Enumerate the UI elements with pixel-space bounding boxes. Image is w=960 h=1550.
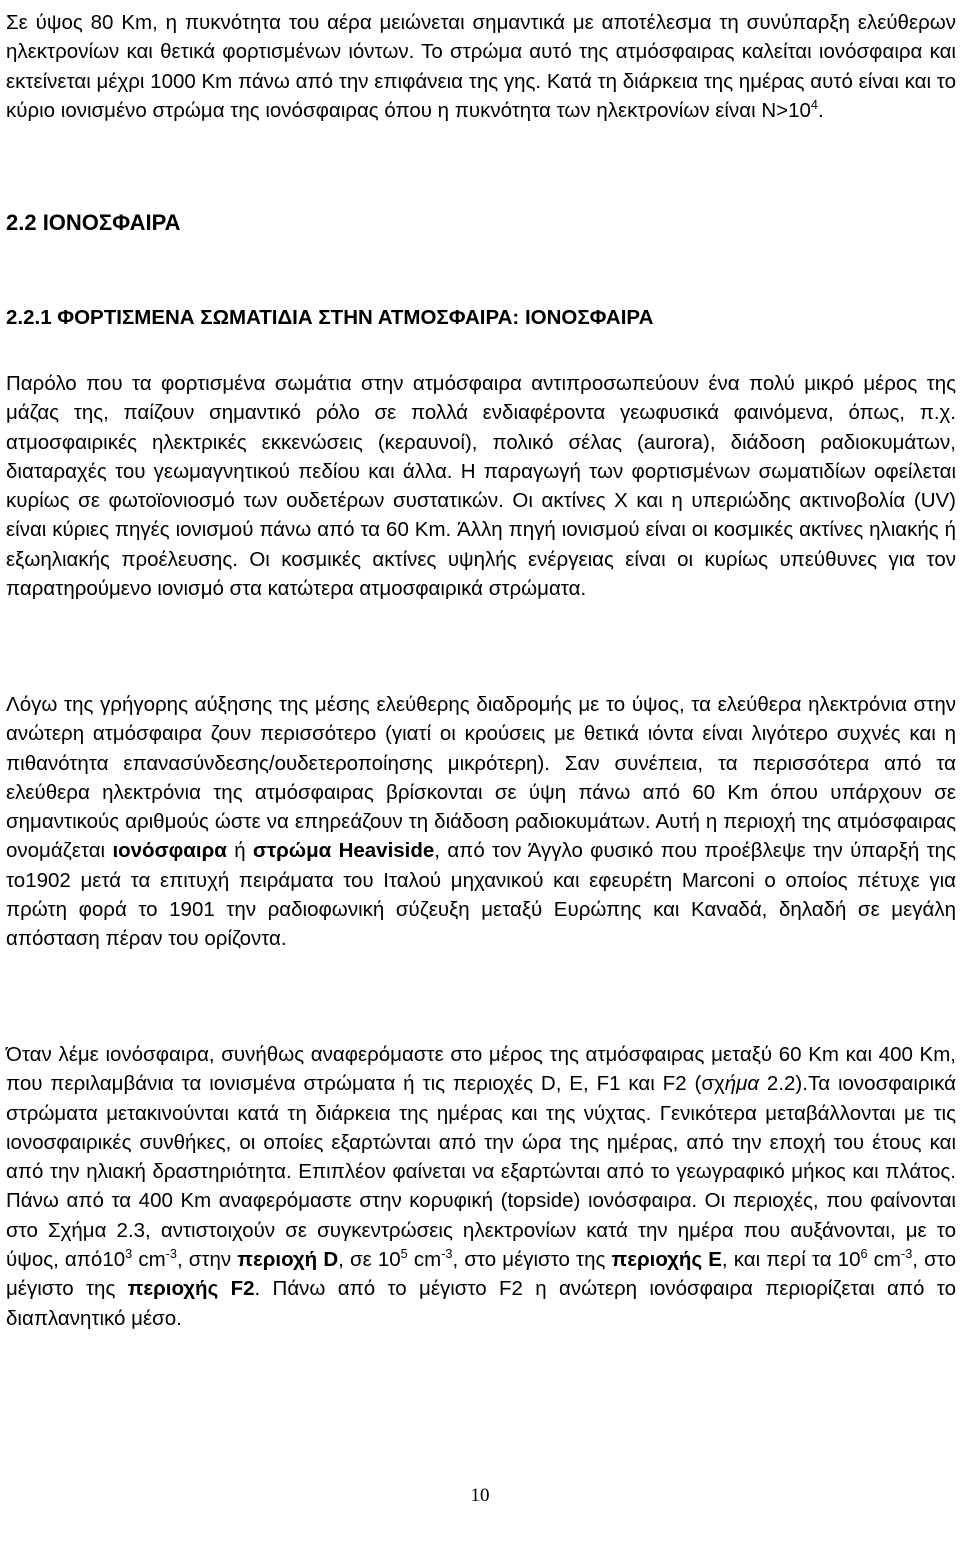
text-segment: Όταν λέμε ιονόσφαιρα, συνήθως αναφερόμαστε στο μέρος της ατμόσφαιρας μεταξύ 60 Km και 400 Km, που περιλαμβάνια τα ιονισμένα στρώματα ή τις περιοχές D, E, F1 και F2 (σχ [6,1043,956,1096]
section-heading: 2.2 ΙΟΝΟΣΦΑΙΡΑ [6,210,181,235]
text-segment: cm [407,1248,442,1272]
intro-text: Σε ύψος 80 Km, η πυκνότητα του αέρα μειώνεται σημαντικά με αποτέλεσμα τη συνύπαρξη ελεύθερων ηλεκτρονίων και θετικά φορτισμένων ιόντων. Το στρώμα αυτό της ατμόσφαιρας καλείται ιονόσφαιρα και εκτείνεται μέχρι 1000 Km πάνω από την επιφάνεια της γης. Κατά τη διάρκεια της ημέρας αυτό είναι και το κύριο ιονισμένο στρώμα της ιονόσφαιρας όπου η πυκνότητα των ηλεκτρονίων είναι N>10 [6,11,956,122]
paragraph-charged-particles: Παρόλο που τα φορτισμένα σωμάτια στην ατμόσφαιρα αντιπροσωπεύουν ένα πολύ μικρό μέρος της μάζας της, παίζουν σημαντικό ρόλο σε πολλά ενδιαφέροντα γεωφυσικά φαινόμενα, όπως, π.χ. ατμοσφαιρικές ηλεκτρικές εκκενώσεις (κεραυνοί), πολικό σέλας (aurora), διάδοση ραδιοκυμάτων, διαταραχές του γεωμαγνητικού πεδίου και άλλα. Η παραγωγή των φορτισμένων σωματιδίων οφείλεται κυρίως σε φωτοϊονιοσμό των ουδετέρων συστατικών. Οι ακτίνες X και η υπεριώδης ακτινοβολία (UV) είναι κύριες πηγές ιονισμού πάνω από τα 60 Km. Άλλη πηγή ιονισμού είναι οι κοσμικές ακτίνες ηλιακής ή εξωηλιακής προέλευσης. Οι κοσμικές ακτίνες υψηλής ενέργειας είναι οι κυρίως υπεύθυνες για τον παρατηρούμενο ιονισμό στα κατώτερα ατμοσφαιρικά στρώματα. [6,372,956,601]
bold-term: περιοχής E [611,1248,722,1272]
text-segment: cm [132,1248,166,1272]
text-segment: ή [234,839,246,863]
superscript: 3 [125,1245,133,1261]
page-number: 10 [470,1485,490,1506]
superscript: 6 [860,1245,868,1261]
text-segment: cm [867,1248,901,1272]
text-segment: , σε 10 [338,1248,401,1272]
text-segment: Λόγω της γρήγορης αύξησης της μέσης ελεύθερης διαδρομής με το ύψος, τα ελεύθερα ηλεκτρόνια στην ανώτερη ατμόσφαιρα ζουν περισσότερο (γιατί οι κρούσεις με θετικά ιόντα είναι λιγότερο συχνές και η πιθανότητα επανασύνδεσης/ουδετεροποίησης μικρότερη). Σαν συνέπεια, τα περισσότερα από τα ελεύθερα ηλεκτρόνια της ατμόσφαιρας βρίσκονται σε ύψη πάνω από 60 Km όπου υπάρχουν σε σημαντικούς αριθμούς ώστε να επηρεάζουν τη διάδοση ραδιοκυμάτων. Αυτή η περιοχή της ατμόσφαιρας ονομάζεται [6,693,956,863]
superscript: 5 [400,1245,408,1261]
text-segment: . Πάνω από το μέγιστο F2 η ανώτερη ιονόσφαιρα περιορίζεται από το διαπλανητικό μέσο. [6,1277,956,1330]
subsection-heading: 2.2.1 ΦΟΡΤΙΣΜΕΝΑ ΣΩΜΑΤΙΔΙΑ ΣΤΗΝ ΑΤΜΟΣΦΑΙΡΑ: ΙΟΝΟΣΦΑΙΡΑ [6,306,654,329]
text-segment: , από τον Άγγλο φυσικό που προέβλεψε την ύπαρξή της το1902 μετά τα επιτυχή πειράματα του Ιταλού μηχανικού και εφευρέτη Marconi ο οποίος πέτυχε για πρώτη φορά το 1901 την ραδιοφωνική σύζευξη μεταξύ Ευρώπης και Καναδά, δηλαδή σε μεγάλη απόσταση πέραν του ορίζοντα. [6,839,956,951]
paragraph-ionosphere-regions [6,1040,956,1333]
superscript: -3 [165,1245,177,1261]
bold-term: ιονόσφαιρα [112,839,227,863]
intro-end: . [817,98,824,122]
italic-text: ήμα [724,1072,760,1096]
superscript: -3 [901,1245,913,1261]
paragraph-heaviside [6,690,956,954]
text-segment: , στο μέγιστο της [452,1248,606,1272]
text-segment: , και περί τα 10 [721,1248,861,1272]
superscript: 4 [810,96,818,112]
bold-term: στρώμα Heaviside [252,839,435,863]
text-segment: 2.2).Τα ιονοσφαιρικά στρώματα μετακινούνται κατά τη διάρκεια της ημέρας και της νύχτας. Γενικότερα μεταβάλλονται με τις ιονοσφαιρικές συνθήκες, οι οποίες εξαρτώνται από την ώρα της ημέρας, από την εποχή του έτους και από την ηλιακή δραστηριότητα. Επιπλέον φαίνεται να εξαρτώνται από το γεωγραφικό μήκος και πλάτος. Πάνω από τα 400 Km αναφερόμαστε στην κορυφική (topside) ιονόσφαιρα. Οι περιοχές, που φαίνονται στο Σχήμα 2.3, αντιστοιχούν σε συγκεντρώσεις ηλεκτρονίων κατά την ημέρα που αυξάνονται, με το ύψος, από10 [6,1072,956,1272]
superscript: -3 [441,1245,453,1261]
text-segment: , στην [176,1248,232,1272]
bold-term: περιοχή D [237,1248,339,1272]
text-segment: , στο μέγιστο της [6,1248,956,1301]
bold-term: περιοχής F2 [127,1277,255,1301]
paragraph-intro [6,8,956,125]
